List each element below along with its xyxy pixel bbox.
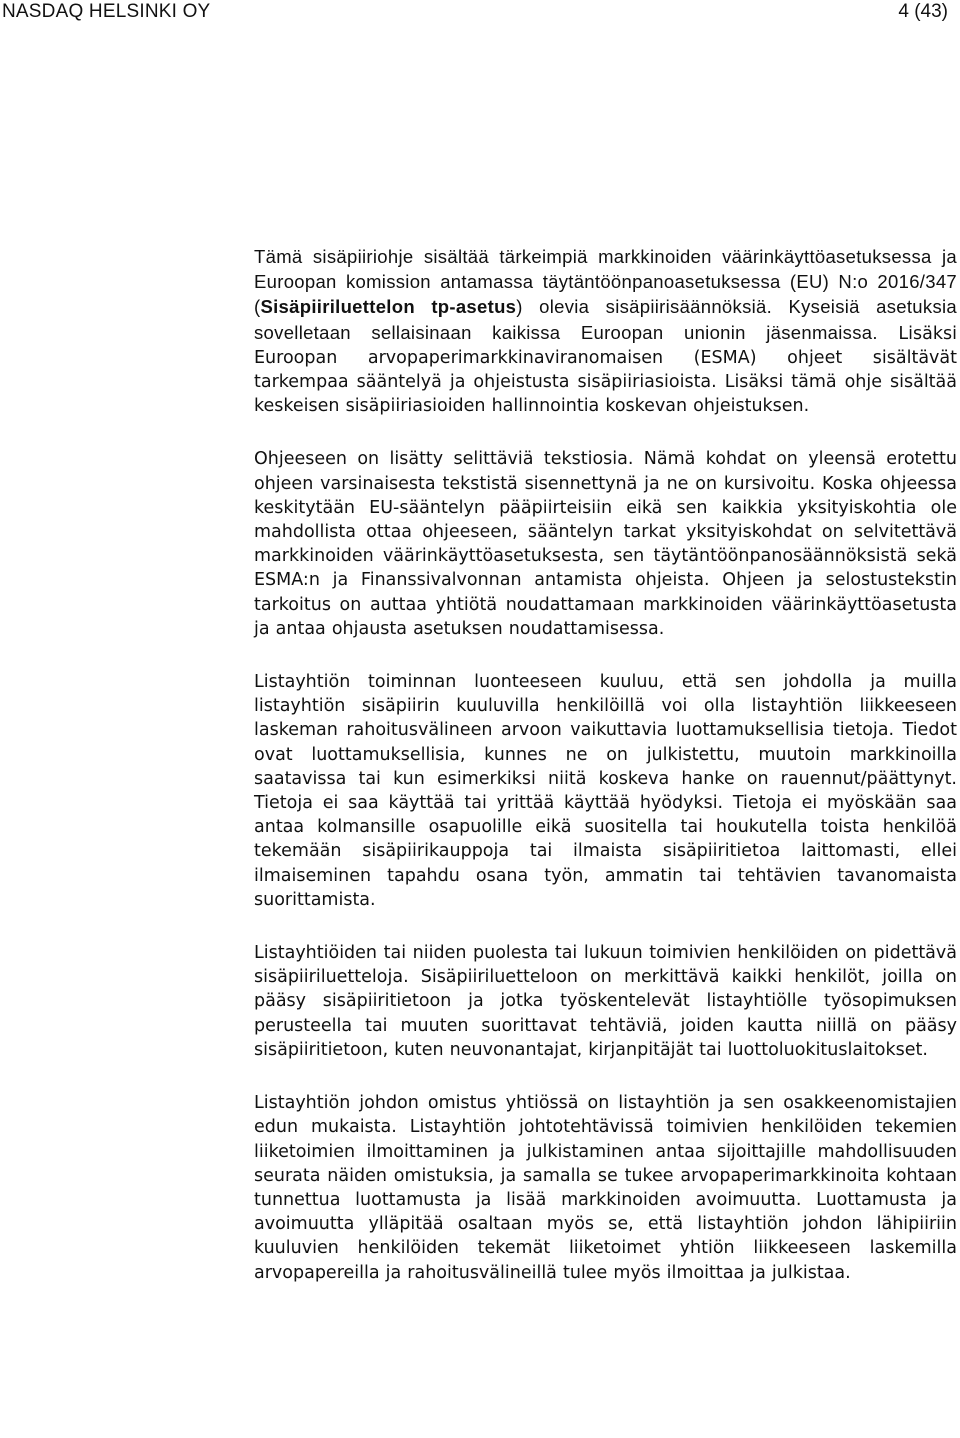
paragraph-explanatory-notes: Ohjeeseen on lisätty selittäviä tekstiosia. Nämä kohdat on yleensä erotettu ohjeen varsinaisesta tekstistä sisennettynä ja ne on kursivoitu. Koska ohjeessa keskitytään EU-sääntelyn pääpiirteisiin eikä sen kaikkia yksityiskohtia ole mahdollista ottaa ohjeeseen, sääntelyn tarkat yksityiskohdat on selvitettävä markkinoiden väärinkäyttöasetuksesta, sen täytäntöönpanosäännöksistä sekä ESMA:n ja Finanssivalvonnan antamista ohjeista. Ohjeen ja selostustekstin tarkoitus on auttaa yhtiötä noudattamaan markkinoiden väärinkäyttöasetusta ja antaa ohjausta asetuksen noudattamisessa. [254, 449, 957, 639]
intro-text-a: Tämä sisäpiiriohje sisältää tärkeimpiä markkinoiden väärinkäyttöasetuksessa ja Euroopan komission antamassa täytäntöönpanoasetuksessa (EU) N:o 2016/347 ( [254, 246, 957, 318]
intro-text-b: ) olevia sisäpiirisäännöksiä. Kyseisiä asetuksia sovelletaan sellaisinaan kaikissa Euroopan unionin jäsenmaissa. [254, 296, 957, 343]
page-header [0, 0, 960, 24]
page-number: 4 (43) [898, 1, 948, 22]
intro-bold-term: Sisäpiiriluettelon tp-asetus [260, 296, 517, 318]
intro-text-c: Lisäksi Euroopan arvopaperimarkkinaviranomaisen (ESMA) ohjeet sisältävät tarkempaa sääntelyä ja ohjeistusta sisäpiiriasioista. Lisäksi tämä ohje sisältää keskeisen sisäpiiriasioiden hallinnointia koskevan ohjeistuksen. [254, 323, 957, 417]
paragraph-intro [254, 245, 957, 418]
paragraph-management-ownership: Listayhtiön johdon omistus yhtiössä on listayhtiön ja sen osakkeenomistajien edun mukaista. Listayhtiön johtotehtävissä toimivien henkilöiden tekemien liiketoimien ilmoittaminen ja julkistaminen antaa sijoittajille mahdollisuuden seurata näiden omistuksia, ja samalla se tukee arvopaperimarkkinoita kohtaan tunnettua luottamusta ja lisää markkinoiden avoimuutta. Luottamusta ja avoimuutta ylläpitää osaltaan myös se, että listayhtiön johdon lähipiiriin kuuluvien henkilöiden tekemät liiketoimet yhtiön liikkeeseen laskemilla arvopapereilla ja rahoitusvälineillä tulee myös ilmoittaa ja julkistaa. [254, 1093, 957, 1283]
paragraph-confidential-info: Listayhtiön toiminnan luonteeseen kuuluu, että sen johdolla ja muilla listayhtiön sisäpiirin kuuluvilla henkilöillä voi olla listayhtiön liikkeeseen laskeman rahoitusvälineen arvoon vaikuttavia luottamuksellisia tietoja. Tiedot ovat luottamuksellisia, kunnes ne on julkistettu, muutoin markkinoilla saatavissa tai kun esimerkiksi niitä koskeva hanke on rauennut/päättynyt. Tietoja ei saa käyttää tai yrittää käyttää hyödyksi. Tietoja ei myöskään saa antaa kolmansille osapuolille eikä suositella tai houkutella toista henkilöä tekemään sisäpiirikauppoja tai ilmaista sisäpiiritietoa laittomasti, ellei ilmaiseminen tapahdu osana työn, ammatin tai tehtävien tavanomaista suorittamista. [254, 672, 957, 910]
paragraph-insider-lists: Listayhtiöiden tai niiden puolesta tai lukuun toimivien henkilöiden on pidettävä sisäpiiriluetteloja. Sisäpiiriluetteloon on merkittävä kaikki henkilöt, joilla on pääsy sisäpiiritietoon ja jotka työskentelevät listayhtiölle työsopimuksen perusteella tai muuten suorittavat tehtäviä, joiden kautta niillä on pääsy sisäpiiritietoon, kuten neuvonantajat, kirjanpitäjät tai luottoluokituslaitokset. [254, 943, 957, 1060]
document-body [254, 245, 957, 1285]
company-name: NASDAQ HELSINKI OY [2, 1, 211, 22]
